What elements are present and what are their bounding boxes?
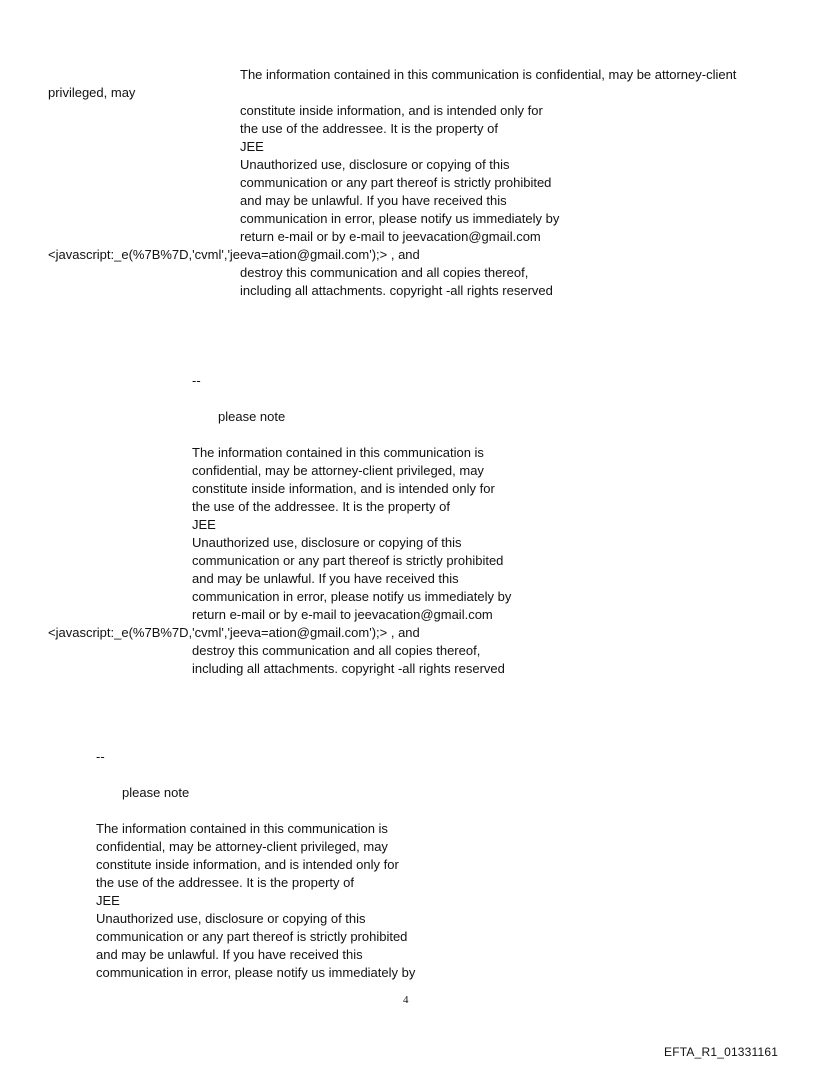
- block2-line: return e-mail or by e-mail to jeevacation@gmail.com: [192, 607, 493, 622]
- block1-line: Unauthorized use, disclosure or copying of this: [240, 157, 510, 172]
- block2-separator: --: [192, 373, 201, 388]
- block3-line: JEE: [96, 893, 120, 908]
- block2-note: please note: [218, 409, 286, 424]
- block3-line: and may be unlawful. If you have received this: [96, 947, 363, 962]
- block1-line: destroy this communication and all copies thereof,: [240, 265, 529, 280]
- block1-line: <javascript:_e(%7B%7D,'cvml','jeeva=ation@gmail.com');> , and: [48, 247, 420, 262]
- block2-line: <javascript:_e(%7B%7D,'cvml','jeeva=ation@gmail.com');> , and: [48, 625, 420, 640]
- block1-line: communication in error, please notify us immediately by: [240, 211, 560, 226]
- block3-separator: --: [96, 749, 105, 764]
- block1-line: privileged, may: [48, 85, 136, 100]
- block2-line: including all attachments. copyright -all rights reserved: [192, 661, 505, 676]
- block1-line: JEE: [240, 139, 264, 154]
- block3-note: please note: [122, 785, 190, 800]
- page-number: 4: [403, 994, 409, 1006]
- block2-line: confidential, may be attorney-client privileged, may: [192, 463, 484, 478]
- block1-line: return e-mail or by e-mail to jeevacation@gmail.com: [240, 229, 541, 244]
- block3-line: communication or any part thereof is strictly prohibited: [96, 929, 408, 944]
- block1-line: and may be unlawful. If you have received this: [240, 193, 507, 208]
- block1-line: including all attachments. copyright -all rights reserved: [240, 283, 553, 298]
- document-id: EFTA_R1_01331161: [664, 1045, 779, 1059]
- block3-line: The information contained in this communication is: [96, 821, 388, 836]
- block2-line: constitute inside information, and is intended only for: [192, 481, 495, 496]
- block1-line: the use of the addressee. It is the property of: [240, 121, 498, 136]
- block1-line: communication or any part thereof is strictly prohibited: [240, 175, 552, 190]
- block2-line: communication in error, please notify us immediately by: [192, 589, 512, 604]
- block2-line: and may be unlawful. If you have received this: [192, 571, 459, 586]
- block3-line: Unauthorized use, disclosure or copying of this: [96, 911, 366, 926]
- block3-line: constitute inside information, and is intended only for: [96, 857, 399, 872]
- block2-line: Unauthorized use, disclosure or copying of this: [192, 535, 462, 550]
- block1-line: The information contained in this communication is confidential, may be attorney-client: [240, 67, 737, 82]
- block2-line: the use of the addressee. It is the property of: [192, 499, 450, 514]
- block2-line: JEE: [192, 517, 216, 532]
- block3-line: the use of the addressee. It is the property of: [96, 875, 354, 890]
- block2-line: communication or any part thereof is strictly prohibited: [192, 553, 504, 568]
- block1-line: constitute inside information, and is intended only for: [240, 103, 543, 118]
- block3-line: confidential, may be attorney-client privileged, may: [96, 839, 388, 854]
- block2-line: destroy this communication and all copies thereof,: [192, 643, 481, 658]
- block2-line: The information contained in this communication is: [192, 445, 484, 460]
- block3-line: communication in error, please notify us immediately by: [96, 965, 416, 980]
